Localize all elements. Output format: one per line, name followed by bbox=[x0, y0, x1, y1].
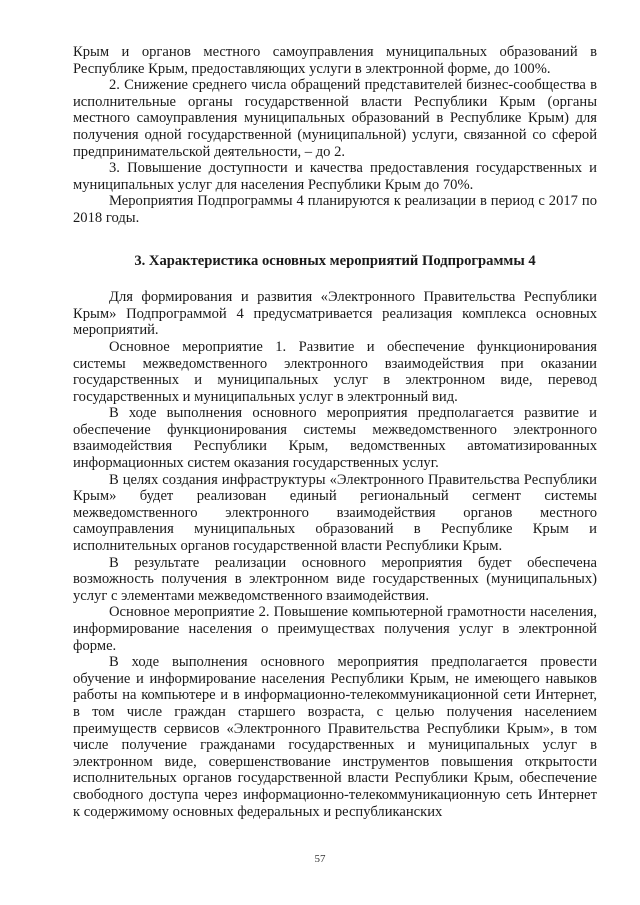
paragraph: Крым и органов местного самоуправления муниципальных образований в Республике Крым, предоставляющих услуги в электронной форме, до 100%. bbox=[73, 44, 597, 77]
paragraphs-after bbox=[73, 289, 597, 820]
paragraph: 3. Повышение доступности и качества предоставления государственных и муниципальных услуг для населения Республики Крым до 70%. bbox=[73, 160, 597, 193]
paragraph: Для формирования и развития «Электронного Правительства Республики Крым» Подпрограммой 4 предусматривается реализация комплекса основных мероприятий. bbox=[73, 289, 597, 339]
paragraph: Основное мероприятие 2. Повышение компьютерной грамотности населения, информирование населения о преимуществах получения услуг в электронной форме. bbox=[73, 604, 597, 654]
paragraph: В ходе выполнения основного мероприятия предполагается провести обучение и информирование населения Республики Крым, не имеющего навыков работы на компьютере и в информационно-телекоммуникационной сети Интернет, в том числе граждан старшего возраста, с целью получения населением преимуществ сервисов «Электронного Правительства Республики Крым», в том числе получение гражданами государственных и муниципальных услуг в электронном виде, совершенствование инструментов повышения открытости исполнительных органов государственной власти Республики Крым, обеспечение свободного доступа через информационно-телекоммуникационную сеть Интернет к содержимому основных федеральных и республиканских bbox=[73, 654, 597, 820]
section-heading: 3. Характеристика основных мероприятий Подпрограммы 4 bbox=[134, 252, 536, 269]
page-number: 57 bbox=[314, 853, 326, 865]
document-page bbox=[73, 44, 597, 820]
paragraph: 2. Снижение среднего числа обращений представителей бизнес-сообщества в исполнительные органы государственной власти Республики Крым (органы местного самоуправления муниципальных образований в Республике Крым) для получения одной государственной (муниципальной) услуги, связанной со сферой предпринимательской деятельности, – до 2. bbox=[73, 77, 597, 160]
paragraphs-before bbox=[73, 44, 597, 227]
paragraph: В целях создания инфраструктуры «Электронного Правительства Республики Крым» будет реализован единый региональный сегмент системы межведомственного электронного взаимодействия органов местного самоуправления муниципальных образований в Республике Крым и исполнительных органов государственной власти Республики Крым. bbox=[73, 471, 597, 555]
paragraph: Основное мероприятие 1. Развитие и обеспечение функционирования системы межведомственного электронного взаимодействия при оказании государственных и муниципальных услуг в электронном виде, перевод государственных и муниципальных услуг в электронный вид. bbox=[73, 338, 597, 405]
paragraph: Мероприятия Подпрограммы 4 планируются к реализации в период с 2017 по 2018 годы. bbox=[73, 193, 597, 226]
paragraph: В ходе выполнения основного мероприятия предполагается развитие и обеспечение функционирования системы межведомственного электронного взаимодействия Республики Крым, ведомственных автоматизированных информационных систем оказания государственных услуг. bbox=[73, 405, 597, 472]
paragraph: В результате реализации основного мероприятия будет обеспечена возможность получения в электронном виде государственных (муниципальных) услуг с элементами межведомственного взаимодействия. bbox=[73, 554, 597, 604]
